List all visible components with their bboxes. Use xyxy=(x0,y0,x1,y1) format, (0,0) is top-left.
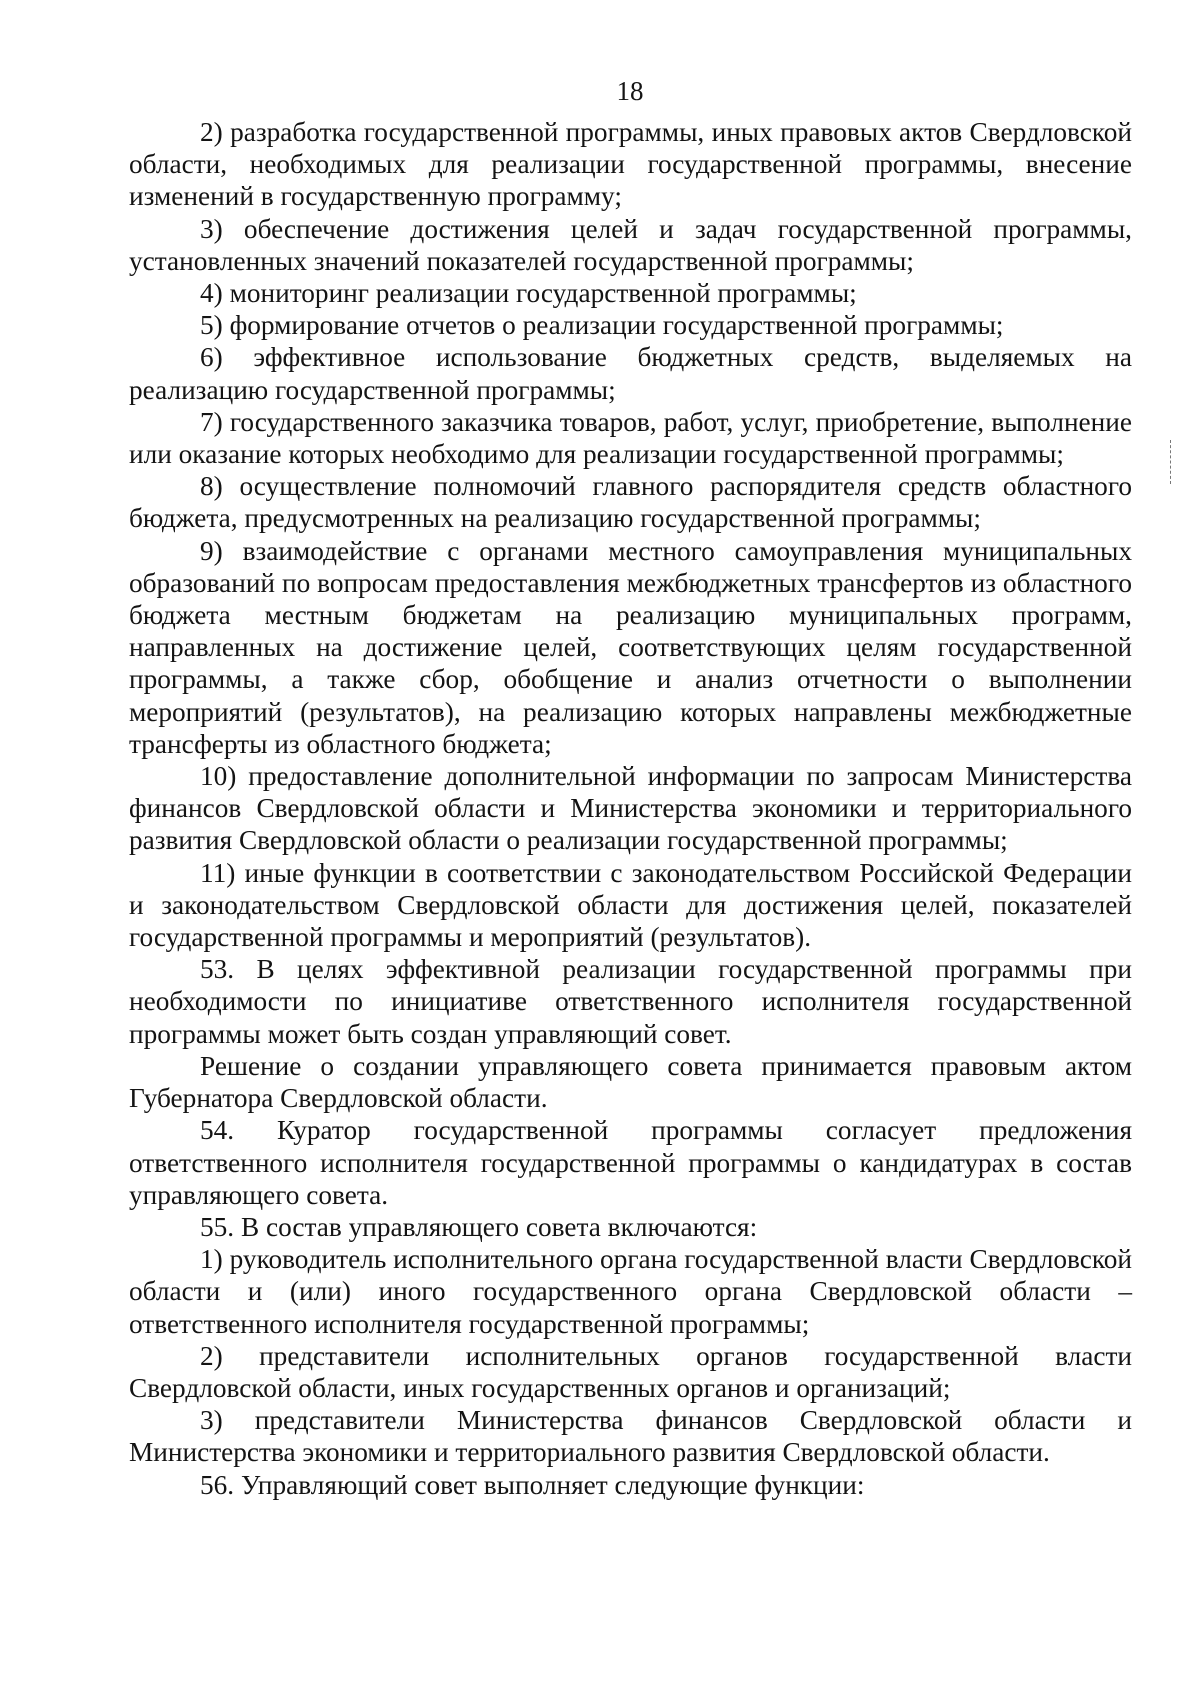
paragraph-member-2: 2) представители исполнительных органов государственной власти Свердловской области, иных государственных органов и организаций; xyxy=(129,1340,1132,1403)
paragraph-item-11-other: 11) иные функции в соответствии с законодательством Российской Федерации и законодательством Свердловской области для достижения целей, показателей государственной программы и мероприятий (результатов). xyxy=(129,857,1132,953)
paragraph-item-2-development: 2) разработка государственной программы, иных правовых актов Свердловской области, необходимых для реализации государственной программы, внесение изменений в государственную программу; xyxy=(129,117,1132,212)
paragraph-item-5-reports: 5) формирование отчетов о реализации государственной программы; xyxy=(200,310,1004,341)
paragraph-item-9-interaction: 9) взаимодействие с органами местного самоуправления муниципальных образований по вопросам предоставления межбюджетных трансфертов из областного бюджета местным бюджетам на реализацию муниципальных программ, направленных на достижение целей, соответствующих целям государственной программы, а также сбор, обобщение и анализ отчетности о выполнении мероприятий (результатов), на реализацию которых направлены межбюджетные трансферты из областного бюджета; xyxy=(129,535,1132,759)
paragraph-clause-55: 55. В состав управляющего совета включаются: xyxy=(200,1211,758,1242)
scan-margin-mark xyxy=(1170,440,1171,484)
paragraph-item-4-monitoring: 4) мониторинг реализации государственной программы; xyxy=(200,278,857,309)
paragraph-clause-56: 56. Управляющий совет выполняет следующие функции: xyxy=(200,1469,865,1500)
paragraph-item-8-powers: 8) осуществление полномочий главного распорядителя средств областного бюджета, предусмотренных на реализацию государственной программы; xyxy=(129,471,1132,534)
paragraph-item-6-budget: 6) эффективное использование бюджетных средств, выделяемых на реализацию государственной программы; xyxy=(129,342,1132,405)
paragraph-item-10-information: 10) предоставление дополнительной информации по запросам Министерства финансов Свердловской области и Министерства экономики и территориального развития Свердловской области о реализации государственной программы; xyxy=(129,761,1132,856)
paragraph-member-1: 1) руководитель исполнительного органа государственной власти Свердловской области и (или) иного государственного органа Свердловской области – ответственного исполнителя государственной программы; xyxy=(129,1244,1132,1339)
document-body xyxy=(129,116,1132,1501)
paragraph-member-3: 3) представители Министерства финансов Свердловской области и Министерства экономики и территориального развития Свердловской области. xyxy=(129,1405,1132,1468)
paragraph-item-3-goals: 3) обеспечение достижения целей и задач государственной программы, установленных значений показателей государственной программы; xyxy=(129,213,1132,276)
paragraph-council-decision: Решение о создании управляющего совета принимается правовым актом Губернатора Свердловской области. xyxy=(129,1050,1132,1114)
paragraph-clause-54: 54. Куратор государственной программы согласует предложения ответственного исполнителя государственной программы о кандидатурах в состав управляющего совета. xyxy=(129,1115,1132,1210)
paragraph-clause-53: 53. В целях эффективной реализации государственной программы при необходимости по инициативе ответственного исполнителя государственной программы может быть создан управляющий совет. xyxy=(129,954,1132,1049)
page-number: 18 xyxy=(616,76,644,106)
paragraph-item-7-customer: 7) государственного заказчика товаров, работ, услуг, приобретение, выполнение или оказание которых необходимо для реализации государственной программы; xyxy=(129,406,1132,470)
